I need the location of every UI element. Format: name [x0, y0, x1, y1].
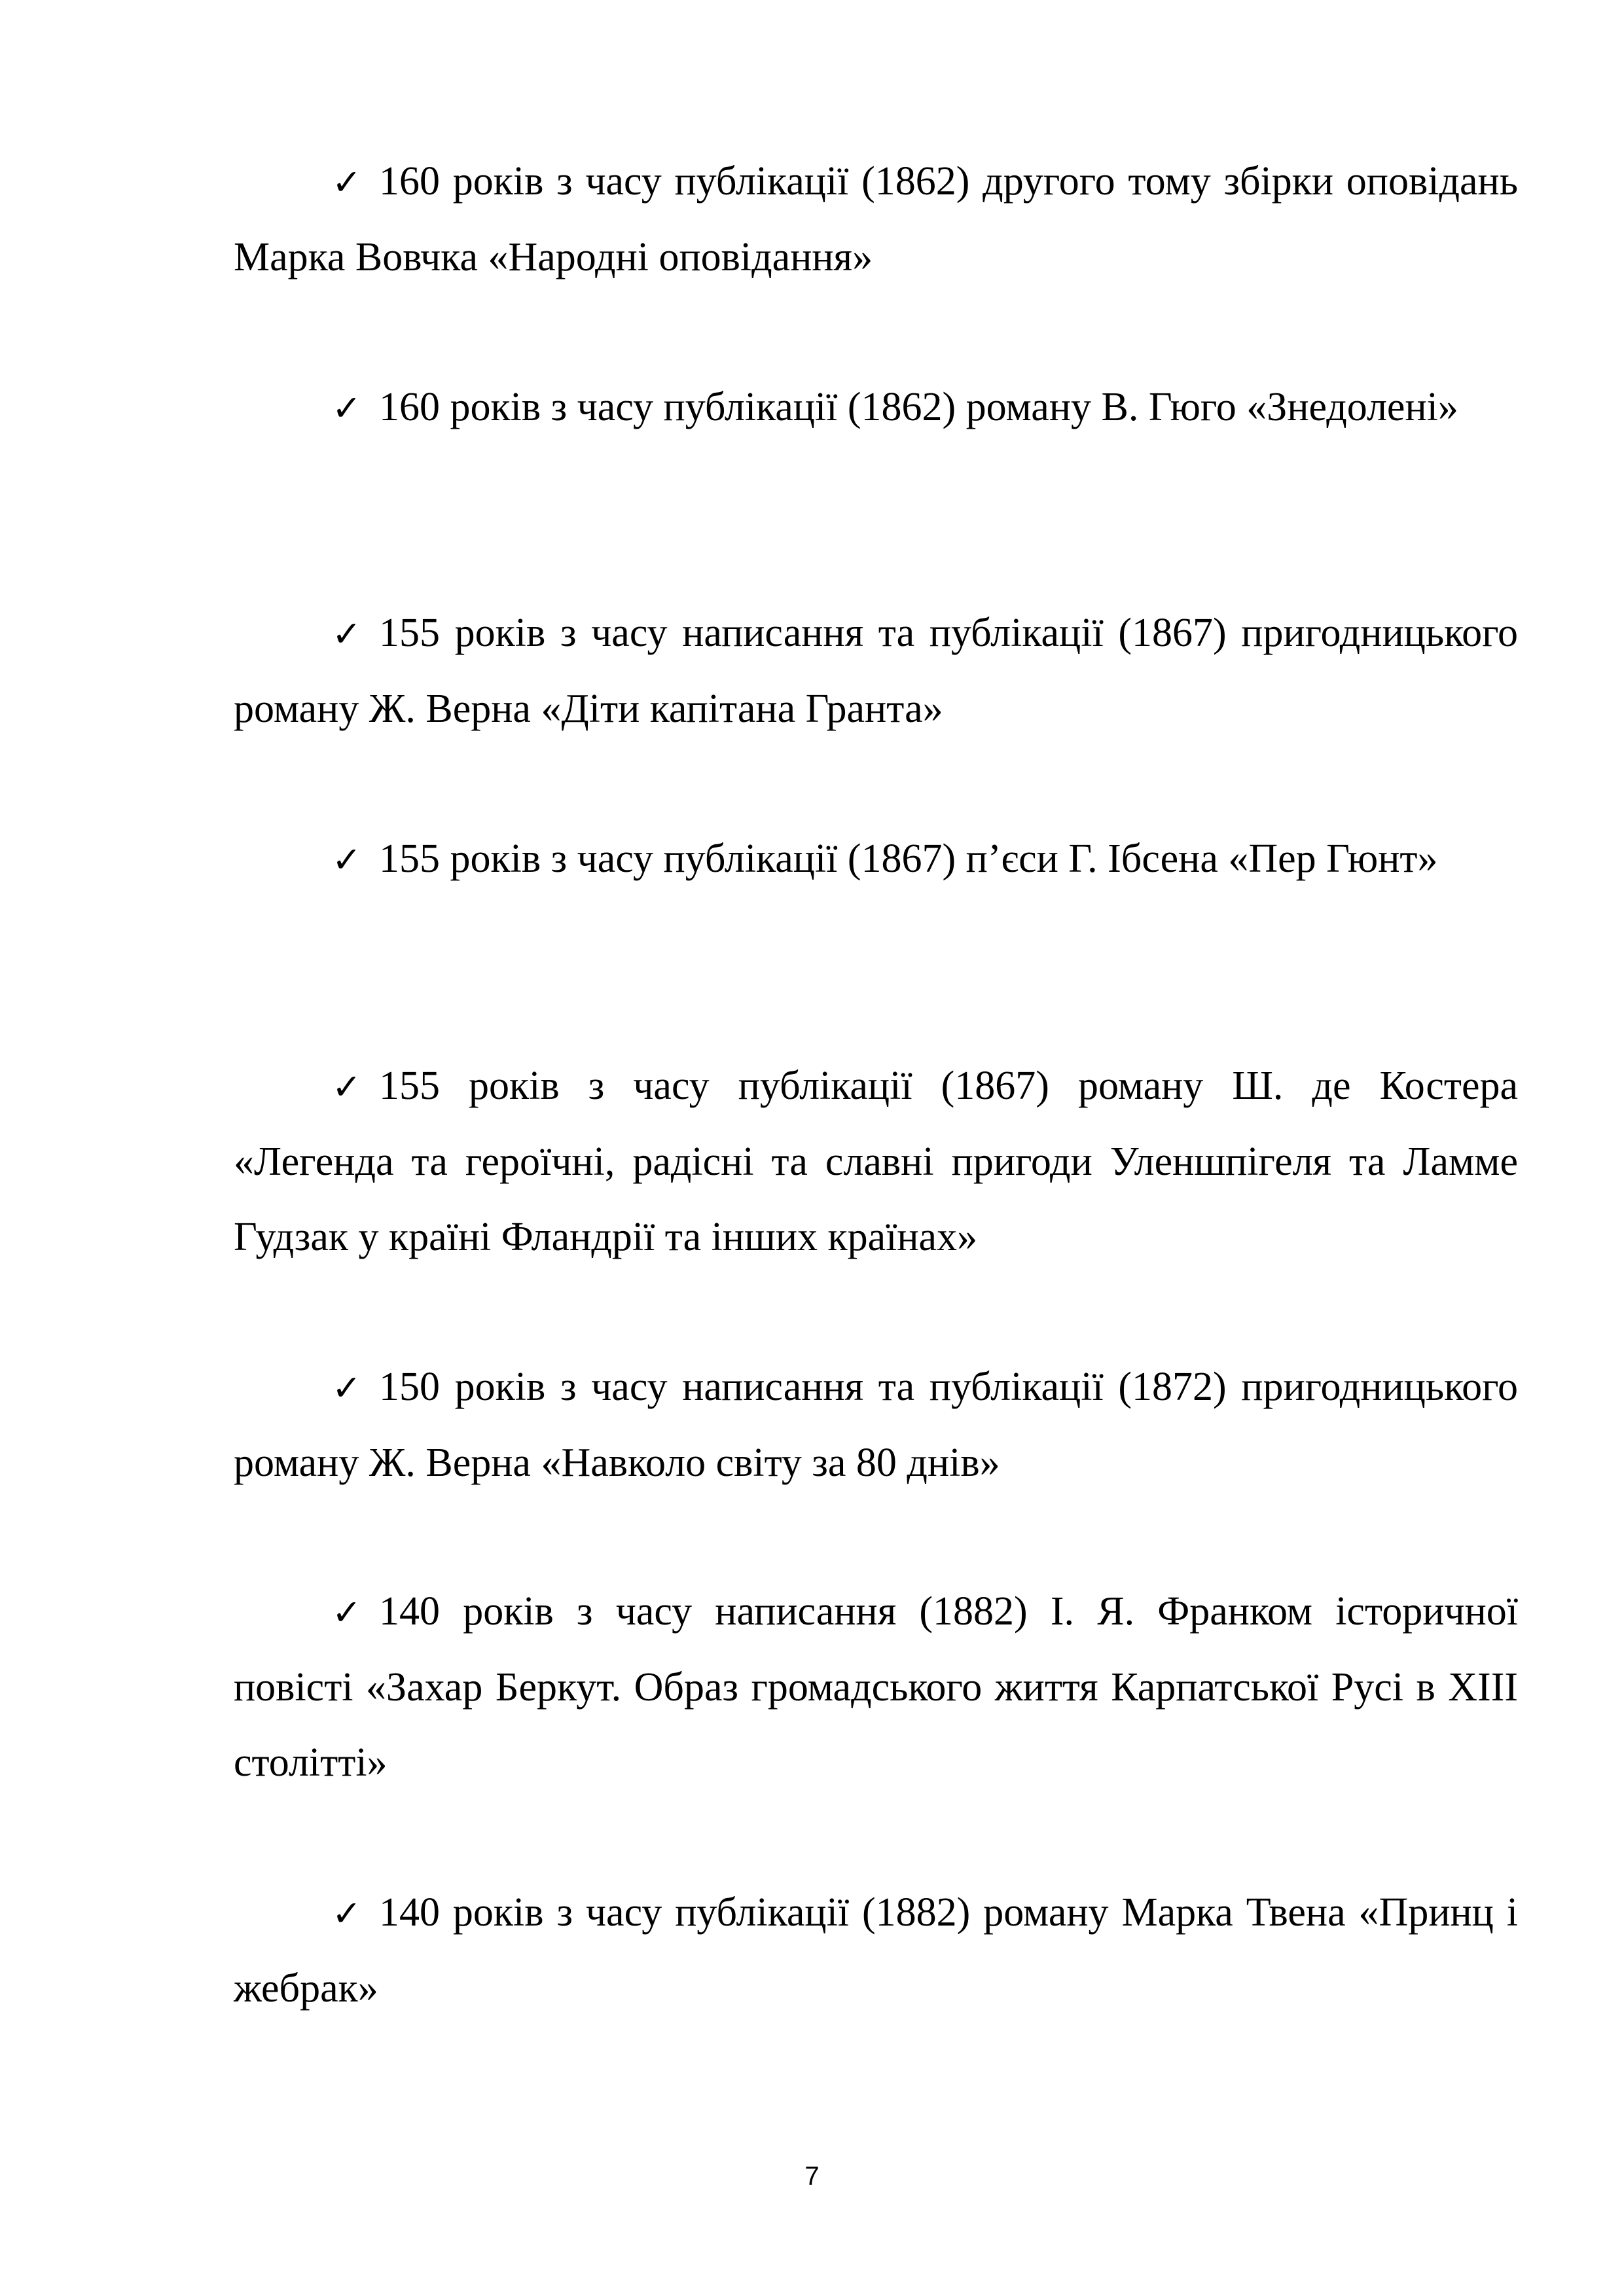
item-text: 155 років з часу публікації (1867) п’єси Г. Ібсена «Пер Гюнт»: [379, 836, 1438, 881]
item-text: 160 років з часу публікації (1862) другого тому збірки оповідань Марка Вовчка «Народні оповідання»: [234, 159, 1518, 279]
anniversary-item-8: [234, 1875, 1518, 2026]
checkmark-icon: ✓: [332, 839, 362, 880]
anniversary-item-4: [234, 821, 1518, 897]
item-text: 150 років з часу написання та публікації (1872) пригодницького роману Ж. Верна «Навколо світу за 80 днів»: [234, 1365, 1518, 1485]
anniversary-item-2: [234, 370, 1518, 446]
item-text: 160 років з часу публікації (1862) роману В. Гюго «Знедолені»: [379, 385, 1458, 429]
checkmark-icon: ✓: [332, 162, 362, 203]
checkmark-icon: ✓: [332, 387, 362, 429]
anniversary-item-5: [234, 1049, 1518, 1275]
anniversary-item-1: [234, 144, 1518, 295]
item-text: 155 років з часу написання та публікації (1867) пригодницького роману Ж. Верна «Діти капітана Гранта»: [234, 611, 1518, 731]
item-text: 140 років з часу публікації (1882) роману Марка Твена «Принц і жебрак»: [234, 1890, 1518, 2011]
checkmark-icon: ✓: [332, 1893, 362, 1934]
anniversary-item-3: [234, 596, 1518, 747]
page-number: 7: [804, 2162, 820, 2191]
item-text: 140 років з часу написання (1882) І. Я. Франком історичної повісті «Захар Беркут. Образ громадського життя Карпатської Русі в XIII столітті»: [234, 1589, 1518, 1785]
checkmark-icon: ✓: [332, 1066, 362, 1107]
anniversary-item-7: [234, 1574, 1518, 1801]
checkmark-icon: ✓: [332, 613, 362, 655]
checkmark-icon: ✓: [332, 1367, 362, 1408]
item-text: 155 років з часу публікації (1867) роману Ш. де Костера «Легенда та героїчні, радісні та славні пригоди Уленшпігеля та Ламме Гудзак у країні Фландрії та інших країнах»: [234, 1064, 1518, 1259]
checkmark-icon: ✓: [332, 1592, 362, 1633]
anniversary-item-6: [234, 1350, 1518, 1501]
